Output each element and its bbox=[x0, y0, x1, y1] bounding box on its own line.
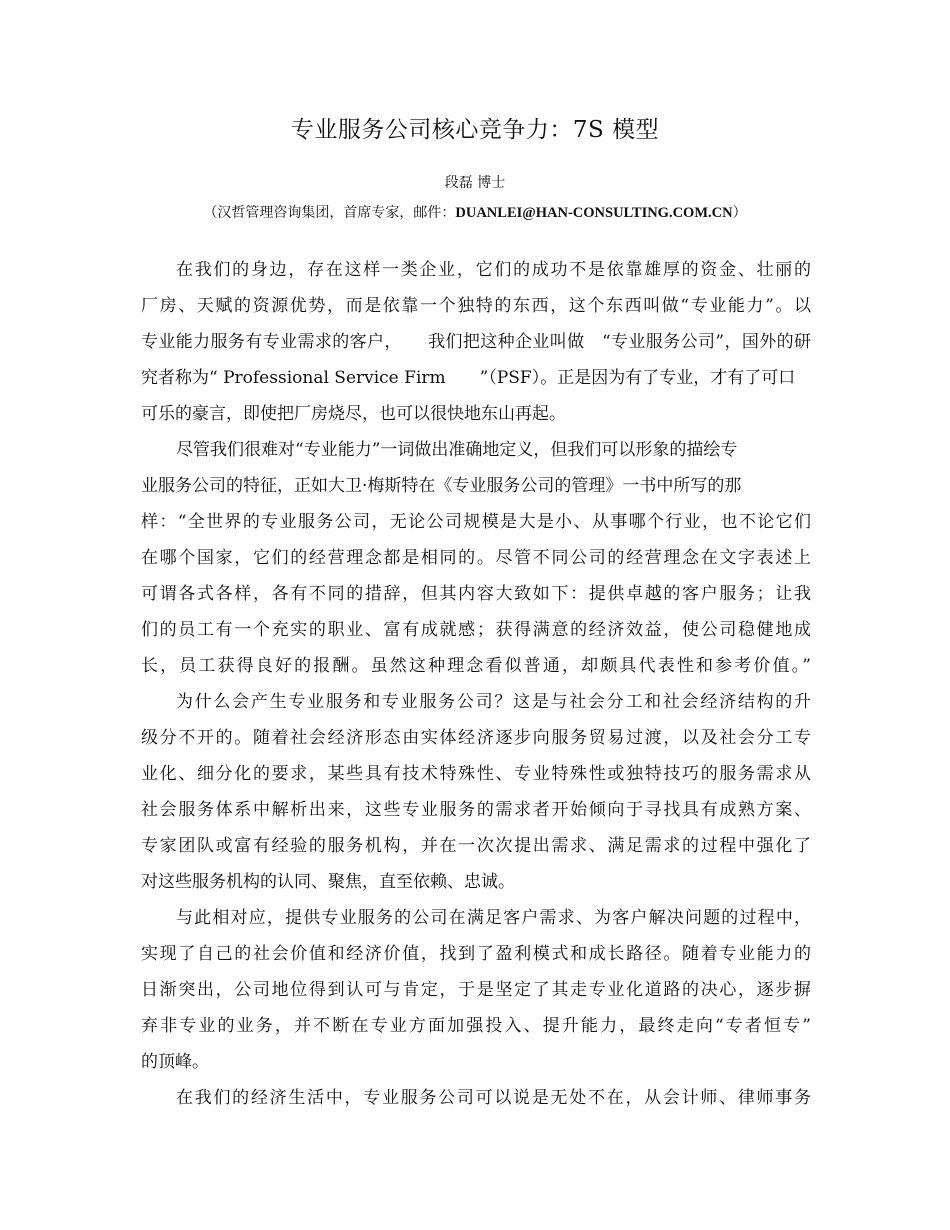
body-line: 在哪个国家，它们的经营理念都是相同的。尽管不同公司的经营理念在文字表述上 bbox=[141, 548, 811, 568]
body-line: 可乐的豪言，即使把厂房烧尽，也可以很快地东山再起。 bbox=[141, 404, 566, 424]
body-line: 社会服务体系中解析出来，这些专业服务的需求者开始倾向于寻找具有成熟方案、 bbox=[141, 800, 811, 820]
body-line: 尽管我们很难对“专业能力”一词做出准确地定义，但我们可以形象的描绘专 bbox=[176, 440, 738, 460]
affiliation-line bbox=[0, 202, 950, 224]
body-line: 业服务公司的特征，正如大卫·梅斯特在《专业服务公司的管理》一书中所写的那 bbox=[141, 476, 742, 496]
body-line: 对这些服务机构的认同、聚焦，直至依赖、忠诚。 bbox=[141, 872, 515, 892]
body-line: 为什么会产生专业服务和专业服务公司？这是与社会分工和社会经济结构的升 bbox=[176, 692, 811, 712]
body-line: 样：“全世界的专业服务公司，无论公司规模是大是小、从事哪个行业，也不论它们 bbox=[141, 512, 811, 532]
author-line: 段磊 博士 bbox=[444, 175, 506, 191]
email-address: DUANLEI@HAN-CONSULTING.COM.CN bbox=[455, 205, 733, 221]
body-line: 究者称为“ Professional Service Firm ”（PSF）。正是因为有了专业，才有了可口 bbox=[141, 368, 796, 388]
body-line: 专业能力服务有专业需求的客户， 我们把这种企业叫做 “专业服务公司”，国外的研 bbox=[141, 332, 811, 352]
body-line: 级分不开的。随着社会经济形态由实体经济逐步向服务贸易过渡，以及社会分工专 bbox=[141, 728, 811, 748]
body-line: 业化、细分化的要求，某些具有技术特殊性、专业特殊性或独特技巧的服务需求从 bbox=[141, 764, 811, 784]
body-line: 专家团队或富有经验的服务机构，并在一次次提出需求、满足需求的过程中强化了 bbox=[141, 836, 811, 856]
document-title: 专业服务公司核心竞争力：7S 模型 bbox=[290, 117, 660, 143]
affiliation-suffix: ） bbox=[732, 205, 747, 221]
body-line: 实现了自己的社会价值和经济价值，找到了盈利模式和成长路径。随着专业能力的 bbox=[141, 944, 811, 964]
body-line: 弃非专业的业务，并不断在专业方面加强投入、提升能力，最终走向“专者恒专” bbox=[141, 1016, 811, 1036]
body-line: 可谓各式各样，各有不同的措辞，但其内容大致如下：提供卓越的客户服务；让我 bbox=[141, 584, 811, 604]
affiliation-prefix: （汉哲管理咨询集团，首席专家，邮件： bbox=[203, 205, 456, 221]
body-line: 的顶峰。 bbox=[141, 1052, 209, 1072]
body-line: 与此相对应，提供专业服务的公司在满足客户需求、为客户解决问题的过程中， bbox=[176, 908, 811, 928]
body-line: 们的员工有一个充实的职业、富有成就感；获得满意的经济效益，使公司稳健地成 bbox=[141, 620, 811, 640]
body-line: 长，员工获得良好的报酬。虽然这种理念看似普通，却颇具代表性和参考价值。” bbox=[141, 656, 811, 676]
body-line: 厂房、天赋的资源优势，而是依靠一个独特的东西，这个东西叫做“专业能力”。以 bbox=[141, 296, 811, 316]
body-line: 在我们的身边，存在这样一类企业，它们的成功不是依靠雄厚的资金、壮丽的 bbox=[176, 260, 811, 280]
body-line: 在我们的经济生活中，专业服务公司可以说是无处不在，从会计师、律师事务 bbox=[176, 1088, 811, 1108]
body-text bbox=[141, 252, 811, 1116]
body-line: 日渐突出，公司地位得到认可与肯定，于是坚定了其走专业化道路的决心，逐步摒 bbox=[141, 980, 811, 1000]
